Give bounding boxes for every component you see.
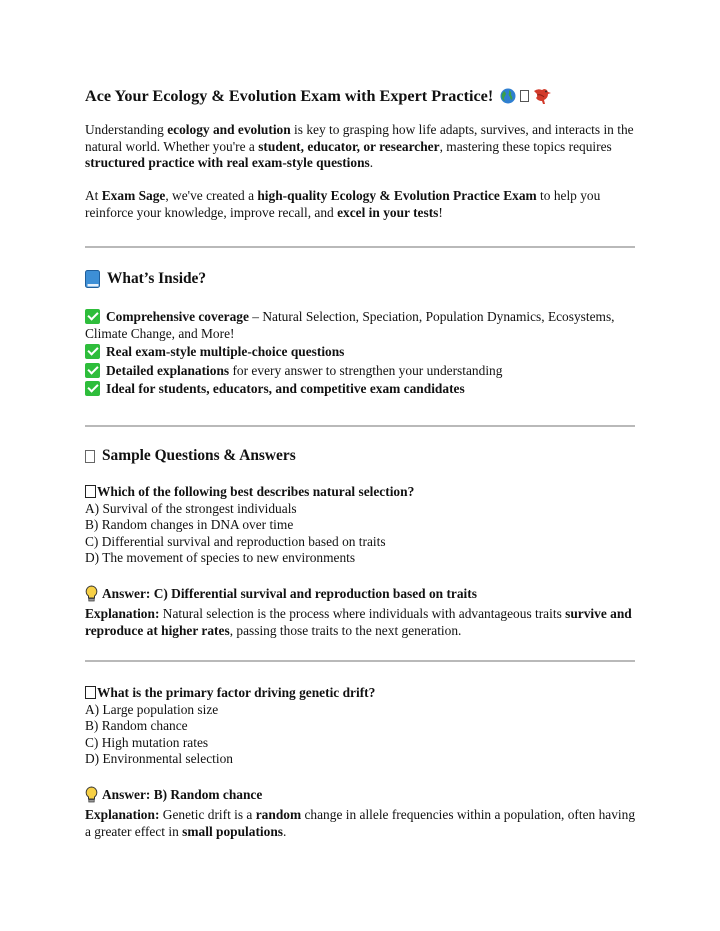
missing-glyph-icon: [85, 450, 95, 463]
bird-icon: [532, 87, 552, 105]
question-text: [85, 685, 637, 702]
bold-text-segment: survive and reproduce at higher rates: [85, 606, 632, 638]
globe-icon: [500, 88, 516, 104]
missing-glyph-icon: [520, 90, 529, 102]
explanation-label: Explanation:: [85, 606, 160, 621]
section-heading-samples: [85, 448, 296, 465]
explanation: [85, 807, 637, 840]
answer-option: C) High mutation rates: [85, 734, 209, 750]
intro-paragraph-1: [85, 122, 637, 172]
checkmark-icon: [85, 309, 100, 324]
page-title: [85, 87, 552, 105]
keycap-number-one-icon: [85, 485, 96, 498]
text-segment: – Natural Selection, Speciation, Population Dynamics, Ecosystems, Climate Change, and More!: [85, 309, 615, 341]
text-segment: At: [85, 188, 102, 203]
bold-text-segment: Real exam-style multiple-choice questions: [106, 344, 345, 359]
bold-text-segment: Detailed explanations: [106, 362, 230, 378]
explanation-text: [85, 807, 635, 839]
section-heading-inside-text: What’s Inside?: [107, 269, 207, 287]
text-segment: Understanding: [85, 122, 168, 137]
bold-text-segment: Exam Sage: [101, 188, 166, 203]
bold-text-segment: student, educator, or researcher: [258, 138, 440, 154]
text-segment: , passing those traits to the next generation.: [229, 622, 462, 638]
explanation-label: Explanation:: [85, 807, 160, 822]
text-segment: Natural selection is the process where individuals with advantageous traits: [159, 606, 566, 621]
answer-text: Answer: C) Differential survival and reproduction based on traits: [102, 585, 477, 601]
checkmark-icon: [85, 381, 100, 396]
question-2-text: What is the primary factor driving genetic drift?: [97, 685, 376, 700]
text-segment: to help you reinforce your knowledge, improve recall, and: [85, 188, 601, 220]
feature-item: [85, 344, 637, 361]
feature-item-text: [106, 363, 502, 378]
divider: [85, 425, 635, 427]
answer-option: D) Environmental selection: [85, 751, 233, 766]
bold-text-segment: small populations: [182, 823, 283, 839]
text-segment: !: [438, 204, 443, 220]
answer-option: B) Random chance: [85, 718, 188, 733]
feature-item-text: [85, 309, 615, 341]
text-segment: .: [283, 823, 287, 839]
bold-text-segment: excel in your tests: [337, 204, 439, 220]
bold-text-segment: high-quality Ecology & Evolution Practice Exam: [257, 188, 537, 203]
bold-text-segment: random: [255, 807, 302, 822]
bold-text-segment: ecology and evolution: [167, 122, 291, 137]
answer-line: [85, 786, 637, 808]
text-segment: , mastering these topics requires: [439, 138, 612, 154]
feature-item-text: [106, 344, 344, 359]
explanation: [85, 606, 637, 639]
section-heading-inside: [85, 270, 206, 288]
book-icon: [85, 270, 100, 288]
checkmark-icon: [85, 344, 100, 359]
answer-option: A) Survival of the strongest individuals: [85, 500, 297, 516]
question-block-2: [85, 685, 637, 840]
lightbulb-icon: [85, 786, 98, 808]
intro-paragraph-2: [85, 188, 637, 221]
keycap-number-two-icon: [85, 686, 96, 699]
feature-item: [85, 381, 637, 398]
bold-text-segment: Comprehensive coverage: [106, 309, 249, 324]
explanation-text: [85, 606, 632, 638]
question-block-1: [85, 484, 637, 639]
checkmark-icon: [85, 363, 100, 378]
text-segment: .: [369, 155, 374, 170]
section-heading-samples-text: Sample Questions & Answers: [102, 447, 296, 464]
feature-item: [85, 309, 637, 342]
divider: [85, 246, 635, 248]
answer-option: D) The movement of species to new environments: [85, 550, 356, 565]
answer-option: C) Differential survival and reproduction based on traits: [85, 533, 386, 549]
page-title-text: Ace Your Ecology & Evolution Exam with Expert Practice!: [85, 86, 494, 105]
answer-line: [85, 585, 637, 607]
bold-text-segment: Ideal for students, educators, and competitive exam candidates: [106, 381, 465, 396]
text-segment: change in allele frequencies within a population, often having a greater effect in: [85, 807, 636, 839]
feature-item-text: [106, 381, 465, 396]
bold-text-segment: structured practice with real exam-style questions: [85, 155, 370, 170]
text-segment: Genetic drift is a: [159, 807, 256, 822]
text-segment: , we've created a: [165, 188, 258, 203]
question-text: [85, 484, 637, 501]
text-segment: is key to grasping how life adapts, survives, and interacts in the natural world. Whether you're a: [85, 122, 634, 154]
text-segment: for every answer to strengthen your understanding: [229, 362, 503, 378]
divider: [85, 660, 635, 662]
answer-text: Answer: B) Random chance: [102, 786, 263, 802]
lightbulb-icon: [85, 585, 98, 607]
answer-option: B) Random changes in DNA over time: [85, 517, 294, 532]
feature-item: [85, 363, 637, 380]
features-list: [85, 309, 637, 398]
question-1-text: Which of the following best describes natural selection?: [97, 484, 415, 499]
answer-option: A) Large population size: [85, 701, 219, 717]
